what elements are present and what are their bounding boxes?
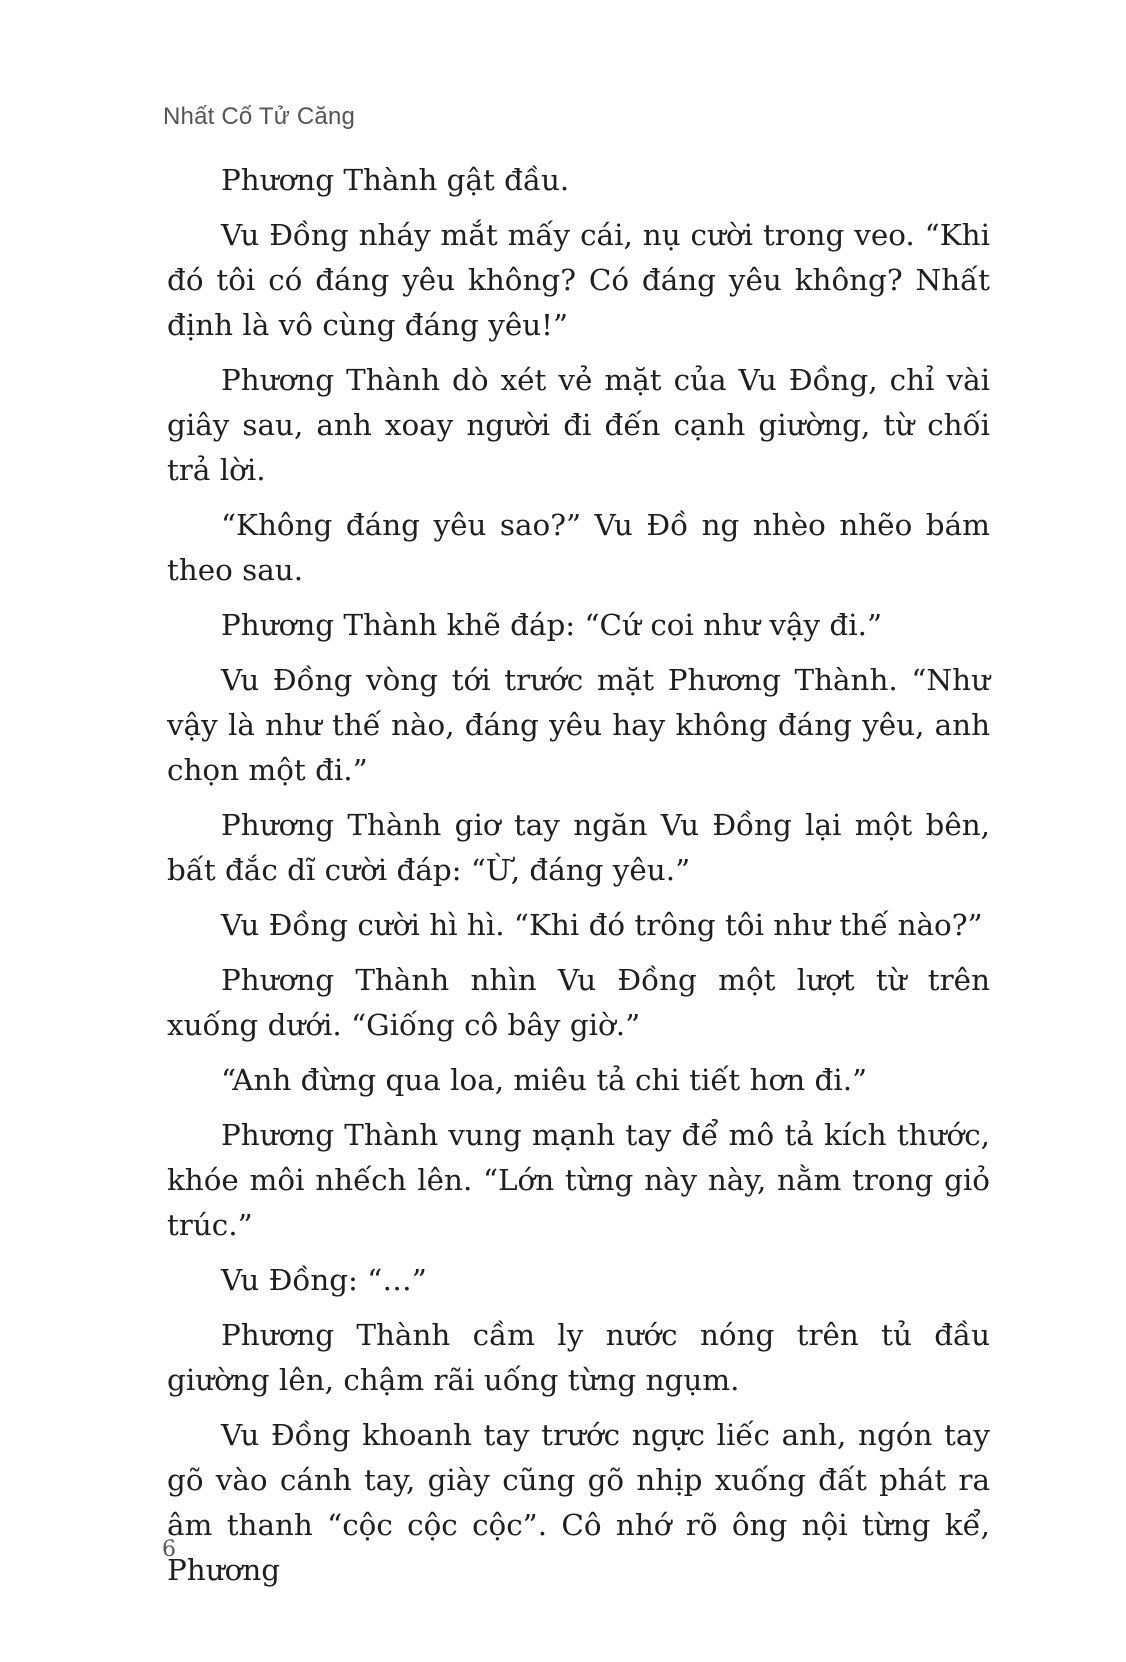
paragraph-4: “Không đáng yêu sao?” Vu Đồ ng nhèo nhẽo bám theo sau. <box>167 508 990 587</box>
paragraph-2: Vu Đồng nháy mắt mấy cái, nụ cười trong veo. “Khi đó tôi có đáng yêu không? Có đáng yêu không? Nhất định là vô cùng đáng yêu!” <box>167 218 990 342</box>
body-text <box>167 158 990 1603</box>
paragraph-7: Phương Thành giơ tay ngăn Vu Đồng lại một bên, bất đắc dĩ cười đáp: “Ừ, đáng yêu.” <box>167 808 990 887</box>
paragraph-14: Vu Đồng khoanh tay trước ngực liếc anh, ngón tay gõ vào cánh tay, giày cũng gõ nhịp xuống đất phát ra âm thanh “cộc cộc cộc”. Cô nhớ rõ ông nội từng kể, Phương <box>167 1418 990 1587</box>
paragraph-1: Phương Thành gật đầu. <box>221 163 570 197</box>
running-header-title: Nhất Cố Tử Căng <box>163 103 356 130</box>
paragraph-12: Vu Đồng: “…” <box>221 1263 427 1297</box>
paragraph-9: Phương Thành nhìn Vu Đồng một lượt từ trên xuống dưới. “Giống cô bây giờ.” <box>167 963 990 1042</box>
paragraph-10: “Anh đừng qua loa, miêu tả chi tiết hơn đi.” <box>221 1063 868 1097</box>
paragraph-11: Phương Thành vung mạnh tay để mô tả kích thước, khóe môi nhếch lên. “Lớn từng này này, nằm trong giỏ trúc.” <box>167 1118 990 1242</box>
paragraph-13: Phương Thành cầm ly nước nóng trên tủ đầu giường lên, chậm rãi uống từng ngụm. <box>167 1318 990 1397</box>
paragraph-3: Phương Thành dò xét vẻ mặt của Vu Đồng, chỉ vài giây sau, anh xoay người đi đến cạnh giường, từ chối trả lời. <box>167 363 990 487</box>
paragraph-8: Vu Đồng cười hì hì. “Khi đó trông tôi như thế nào?” <box>221 908 983 942</box>
page-number: 6 <box>162 1537 176 1562</box>
paragraph-6: Vu Đồng vòng tới trước mặt Phương Thành. “Như vậy là như thế nào, đáng yêu hay không đáng yêu, anh chọn một đi.” <box>167 663 990 787</box>
paragraph-5: Phương Thành khẽ đáp: “Cứ coi như vậy đi.” <box>221 608 883 642</box>
